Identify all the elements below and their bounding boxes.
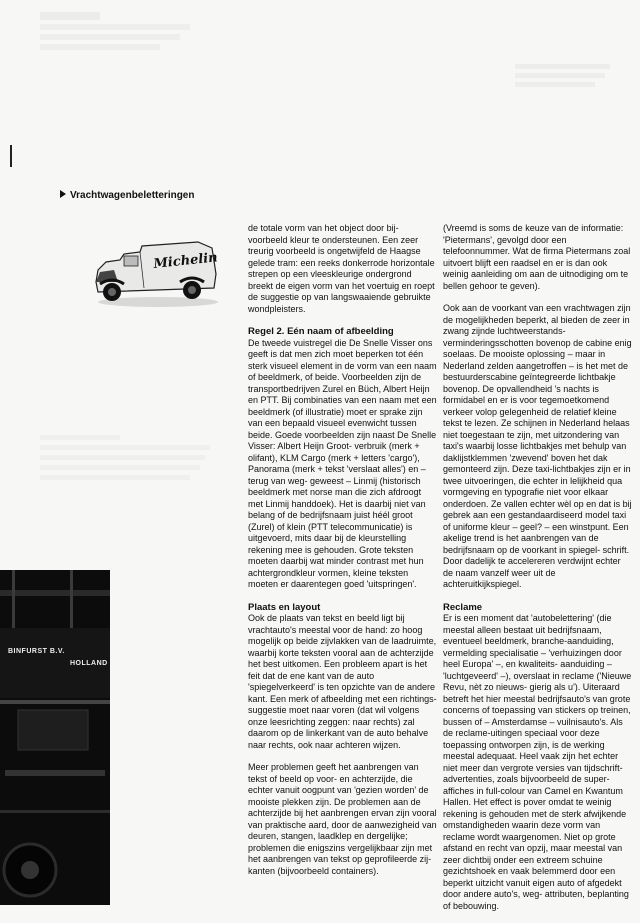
paragraph: (Vreemd is soms de keuze van de informatie: 'Pietermans', gevolgd door een telefoonnummer. Wat de firma Pietermans zoal uitvoert blijft een raadsel en er is dan ook weinig aanleiding om aan de uitnodiging om te bellen gehoor te geven).: [443, 223, 631, 291]
subheading: Regel 2. Eén naam of afbeelding: [248, 326, 394, 337]
paragraph: De tweede vuistregel die De Snelle Visser ons geeft is dat men zich moet beperken tot één sterk visueel element in de vorm van een naam of beeldmerk, of beide. Voorbeelden zijn de transportbedrijven Zurel en Büch, Albert Heijn en PTT. Bij combinaties van een naam met een beeldmerk (of illustratie) moet er sprake zijn van een bepaald visueel evenwicht tussen beide. Goede voorbeelden zijn naast De Snelle Visser: Albert Heijn Groot- verbruik (merk + olifant), KLM Cargo (merk + letters 'cargo'), Panorama (merk + tekst 'verslaat alles') en – terug van weg- geweest – Linmij (historisch beeldmerk met norse man die zich afdroogt met Linmij handdoek). Het is daarbij niet van belang of de bedrijfsnaam juist héél groot (Zurel) of klein (PTT telecommunicatie) is uitgevoerd, mits daar bij de kleurstelling rekening mee is gehouden. Grote teksten moeten daarbij wat minder contrast met hun achtergrondkleur vormen, kleine teksten moeten er daarentegen goed 'uitspringen'.: [248, 337, 437, 589]
section-heading: [60, 190, 194, 201]
van-lettering: Michelin: [152, 250, 219, 272]
subheading: Reclame: [443, 601, 483, 613]
text-column-right: [443, 223, 633, 923]
show-through-text-top: [40, 8, 200, 88]
section-heading-label: Vrachtwagenbeletteringen: [70, 190, 195, 201]
truck-lettering-right: HOLLAND: [70, 660, 108, 667]
truck-lettering-left: BINFURST B.V.: [8, 648, 65, 655]
paragraph: de totale vorm van het object door bij- voorbeeld kleur te ondersteunen. Een zeer treurig voorbeeld is ongetwijfeld de Haagse gelede tram: een reeks donkerrode horizontale strepen op een vleeskleurige ondergrond breekt de eigen vorm van het voertuig en roept de suggestie op van langswaaiende gebruikte wondpleisters.: [248, 223, 435, 314]
truck-photo: [0, 570, 110, 905]
subheading: Plaats en layout: [248, 601, 321, 613]
vintage-van-photo: [88, 232, 223, 310]
triangle-bullet-icon: [60, 190, 66, 198]
text-column-left: [248, 223, 438, 888]
paragraph: Er is een moment dat 'autobelettering' (die meestal alleen bestaat uit bedrijfsnaam, eventueel beeldmerk, branche-aanduiding, vermelding specialisatie – 'verhuizingen door heel Europa' –, en kwaliteits- aanduiding – 'luchtgeveerd' –), overslaat in reclame ('Nieuwe Revu, nèt zo nieuws- gierig als u'). Uiteraard betreft het hier meestal bedrijfsauto's van grote concerns of toepassing van stickers op treinen, bussen of – Amsterdamse – vuilnisauto's. Als de reclame-uitingen speciaal voor deze toepassing ontworpen zijn, is de werking meestal adequaat. Heel vaak zijn het echter niet meer dan vergrote versies van tijdschrift-advertenties, zoals bijvoorbeeld de super-affiches in full-colour van Camel en Kwantum Hallen. Het effect is pover omdat te weinig rekening is gehouden met de sterk afwijkende omstandigheden waarin deze vorm van reclame wordt waargenomen. Niet op grote afstand en recht van opzij, maar meestal van zeer dichtbij onder een extreem schuine gezichtshoek en vaak belemmerd door een beperkt uitzicht vanuit eigen auto of afgedekt door andere auto's, weg- attributen, beplanting of bebouwing.: [443, 613, 632, 911]
paragraph: Ook aan de voorkant van een vrachtwagen zijn de mogelijkheden beperkt, al bieden de zeer in zwang zijnde luchtweerstands- verminderingsschotten bovenop de cabine enig soelaas. De mooiste oplossing – maar in Nederland zelden aangetroffen – is het met de bestuurderscabine geïntegreerde lichtbakje bovenop. De opvallendheid 's nachts is formidabel en er is voor tegemoetkomend verkeer volop gelegenheid de relatief kleine tekst te lezen. Ze schijnen in Nederland helaas niet toegestaan te zijn, met uitzondering van taxi's waarbij losse lichtbakjes met behulp van daklijstklemmen 'zwevend' boven het dak gemonteerd zijn. Deze taxi-lichtbakjes zijn er in twee uitvoeringen, die echter in lelijkheid qua vormgeving en typografie niet voor elkaar onderdoen. Ze vallen echter wèl op en dat is bij gebrek aan een gestandaardiseerd model taxi of uniforme kleur – geel? – een winstpunt. Een akelige trend is het aanbrengen van de bedrijfsnaam op de voorkant in spiegel- schrift. Door dadelijk te accelereren verdwijnt echter de naam vanzelf weer uit de achteruitkijkspiegel.: [443, 303, 632, 589]
show-through-text-left: [40, 430, 220, 550]
truck-illustration: [0, 570, 110, 905]
paragraph: Meer problemen geeft het aanbrengen van tekst of beeld op voor- en achterzijde, die echter vanuit oogpunt van 'gezien worden' de mooiste plekken zijn. De problemen aan de achterzijde bij het aanbrengen ervan zijn vooral van praktische aard, door de aanwezigheid van deuren, stangen, laadklep en dergelijke; problemen die enigszins vergelijkbaar zijn met het aanbrengen van tekst op geprofileerde zij- kanten (bijvoorbeeld containers).: [248, 762, 437, 876]
page-edge-mark: [10, 145, 12, 167]
paragraph: Ook de plaats van tekst en beeld ligt bij vrachtauto's meestal voor de hand: zo hoog mogelijk op beide zijvlakken van de laadruimte, waarbij korte teksten vooral aan de achterzijde het best uitkomen. Een probleem apart is het feit dat de ene kant van de auto 'spiegelverkeerd' is ten opzichte van de andere kant. Een merk of afbeelding met een richtings- suggestie moet naar voren (dat wil volgens onze leesrichting zeggen: naar rechts) zal daarom op de linkerkant van de auto behalve naar rechts, ook naar achteren wijzen.: [248, 613, 437, 750]
show-through-text-right: [515, 60, 615, 100]
